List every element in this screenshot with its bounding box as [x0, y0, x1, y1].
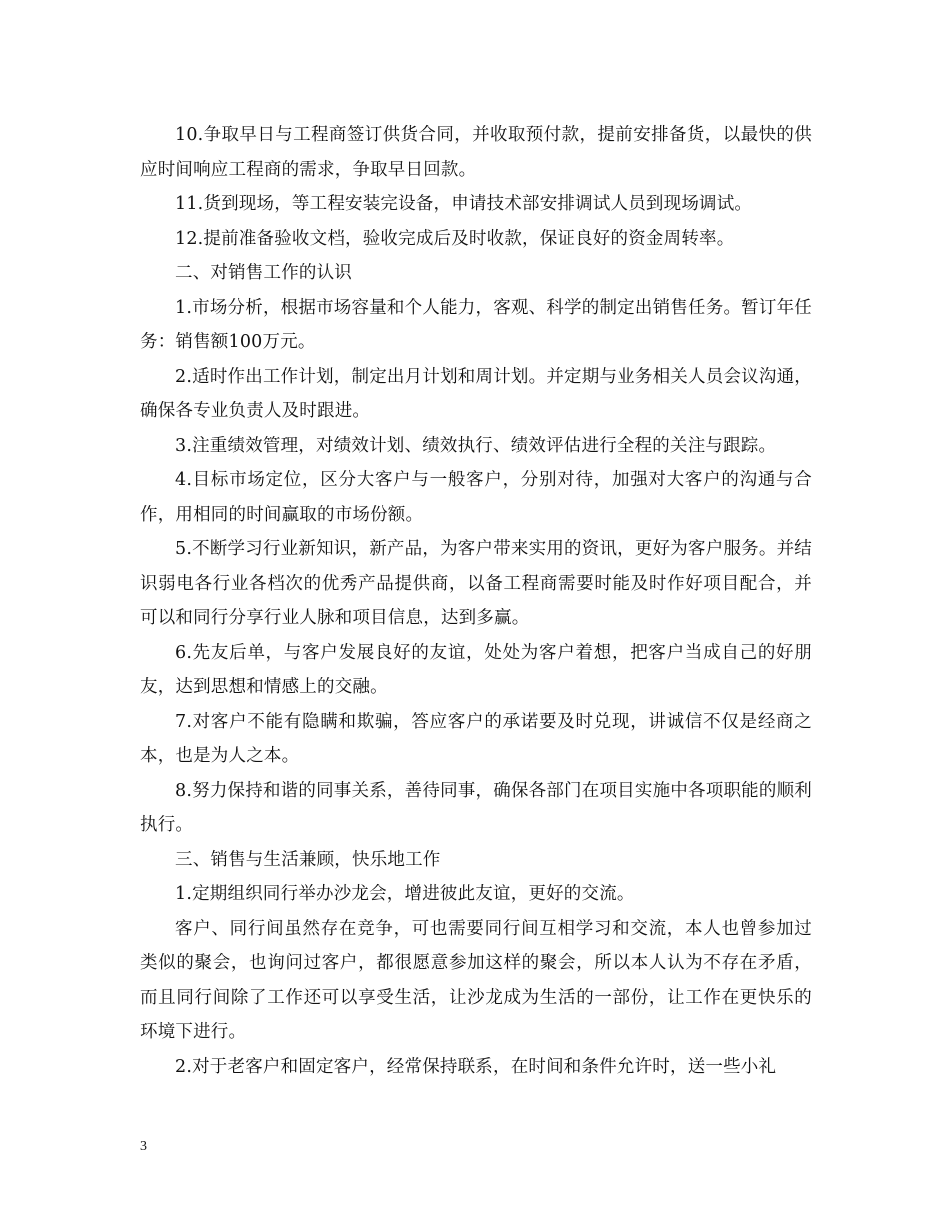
page-number: 3: [140, 1139, 147, 1154]
paragraph-item-10: 10.争取早日与工程商签订供货合同，并收取预付款，提前安排备货，以最快的供应时间响应工程商的需求，争取早日回款。: [140, 125, 812, 180]
paragraph-life-1: 1.定期组织同行举办沙龙会，增进彼此友谊，更好的交流。: [175, 884, 635, 904]
paragraph-sales-2: 2.适时作出工作计划，制定出月计划和周计划。并定期与业务相关人员会议沟通，确保各专业负责人及时跟进。: [140, 366, 812, 421]
section-heading-2: 二、对销售工作的认识: [175, 263, 352, 283]
paragraph-life-detail: 客户、同行间虽然存在竞争，可也需要同行间互相学习和交流，本人也曾参加过类似的聚会，也询问过客户，都很愿意参加这样的聚会，所以本人认为不存在矛盾，而且同行间除了工作还可以享受生活，让沙龙成为生活的一部份，让工作在更快乐的环境下进行。: [140, 918, 812, 1042]
paragraph-sales-1: 1.市场分析，根据市场容量和个人能力，客观、科学的制定出销售任务。暂订年任务：销售额100万元。: [140, 297, 812, 352]
paragraph-life-2: 2.对于老客户和固定客户，经常保持联系，在时间和条件允许时，送一些小礼: [175, 1056, 777, 1077]
paragraph-sales-3: 3.注重绩效管理，对绩效计划、绩效执行、绩效评估进行全程的关注与跟踪。: [175, 435, 777, 456]
paragraph-sales-7: 7.对客户不能有隐瞒和欺骗，答应客户的承诺要及时兑现，讲诚信不仅是经商之本，也是为人之本。: [140, 711, 812, 766]
paragraph-sales-4: 4.目标市场定位，区分大客户与一般客户，分别对待，加强对大客户的沟通与合作，用相同的时间赢取的市场份额。: [140, 470, 812, 525]
section-heading-3: 三、销售与生活兼顾，快乐地工作: [175, 849, 441, 870]
paragraph-item-11: 11.货到现场，等工程安装完设备，申请技术部安排调试人员到现场调试。: [175, 194, 753, 214]
paragraph-item-12: 12.提前准备验收文档，验收完成后及时收款，保证良好的资金周转率。: [175, 228, 735, 249]
paragraph-sales-5: 5.不断学习行业新知识，新产品，为客户带来实用的资讯，更好为客户服务。并结识弱电各行业各档次的优秀产品提供商，以备工程商需要时能及时作好项目配合，并可以和同行分享行业人脉和项目信息，达到多赢。: [140, 539, 812, 628]
document-body: [140, 118, 812, 1084]
paragraph-sales-8: 8.努力保持和谐的同事关系，善待同事，确保各部门在项目实施中各项职能的顺利执行。: [140, 780, 812, 835]
paragraph-sales-6: 6.先友后单，与客户发展良好的友谊，处处为客户着想，把客户当成自己的好朋友，达到思想和情感上的交融。: [140, 642, 812, 697]
